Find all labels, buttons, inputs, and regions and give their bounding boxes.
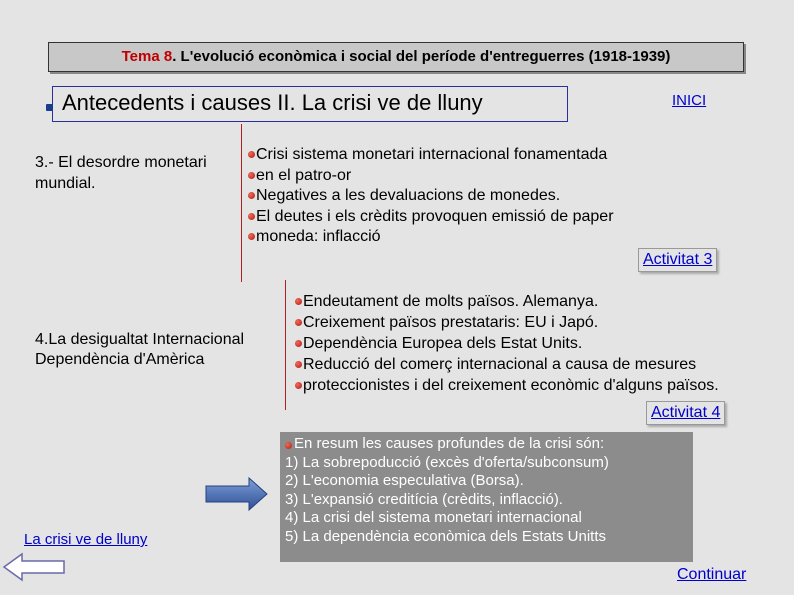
topic-title: . L'evolució econòmica i social del període d'entreguerres (1918-1939) bbox=[172, 48, 671, 65]
list-item-text: en el patro-or bbox=[256, 166, 352, 184]
activity3-link[interactable]: Activitat 3 bbox=[643, 251, 713, 268]
bullet-icon bbox=[295, 298, 302, 305]
bullet-icon bbox=[248, 151, 255, 158]
bullet-icon bbox=[295, 340, 302, 347]
list-item-text: proteccionistes i del creixement econòmic d'alguns països. bbox=[303, 377, 719, 394]
list-item-text: moneda: inflacció bbox=[256, 228, 381, 245]
list-item-text: Reducció del comerç internacional a causa de mesures bbox=[303, 356, 697, 373]
bullet-icon bbox=[248, 233, 255, 240]
bullet-icon bbox=[248, 192, 255, 199]
summary-item: 3) L'expansió creditícia (crèdits, inflacció). bbox=[285, 490, 563, 508]
activity4-box[interactable] bbox=[646, 401, 725, 425]
list-item-text: El deutes i els crèdits provoquen emissió de paper bbox=[256, 207, 614, 225]
activity4-link[interactable]: Activitat 4 bbox=[651, 404, 721, 421]
list-item-text: Negatives a les devaluacions de monedes. bbox=[256, 187, 561, 204]
bullet-icon bbox=[295, 361, 302, 368]
bullet-icon bbox=[248, 172, 255, 179]
bullet-icon bbox=[295, 382, 302, 389]
home-link[interactable]: INICI bbox=[672, 92, 707, 109]
summary-intro bbox=[285, 435, 609, 454]
summary-item: 4) La crisi del sistema monetari internacional bbox=[285, 509, 582, 526]
list-item-text: Crisi sistema monetari internacional fonamentada bbox=[256, 146, 608, 163]
list-item-text: Creixement països prestataris: EU i Japó. bbox=[303, 314, 599, 331]
section3-heading: 3.- El desordre monetari mundial. bbox=[35, 154, 207, 192]
bullet-icon bbox=[248, 213, 255, 220]
page-title-bar bbox=[48, 42, 744, 72]
section4-heading-line2: Dependència d'Amèrica bbox=[35, 351, 205, 368]
section-subtitle: Antecedents i causes II. La crisi ve de lluny bbox=[62, 90, 483, 115]
bullet-icon bbox=[285, 442, 292, 449]
list-item-text: Dependència Europea dels Estat Units. bbox=[303, 335, 583, 352]
list-item-text: Endeutament de molts països. Alemanya. bbox=[303, 293, 599, 310]
bullet-icon bbox=[46, 104, 53, 111]
activity3-box[interactable] bbox=[638, 248, 717, 272]
topic-number: Tema 8 bbox=[121, 48, 173, 65]
summary-item: 5) La dependència econòmica dels Estats Unitts bbox=[285, 527, 607, 545]
bullet-icon bbox=[295, 319, 302, 326]
back-arrow-icon[interactable] bbox=[2, 552, 66, 582]
section4-heading-line1: 4.La desigualtat Internacional bbox=[35, 331, 245, 348]
divider-line bbox=[241, 124, 242, 282]
right-arrow-icon bbox=[205, 476, 269, 512]
summary-item: 2) L'economia especulativa (Borsa). bbox=[285, 472, 524, 489]
divider-line bbox=[285, 280, 286, 410]
summary-intro-text: En resum les causes profundes de la crisi són: bbox=[294, 435, 605, 452]
continue-link[interactable]: Continuar bbox=[677, 566, 747, 583]
summary-box bbox=[280, 432, 693, 562]
summary-item: 1) La sobrepoducció (excès d'oferta/subconsum) bbox=[285, 453, 609, 471]
crisis-link[interactable]: La crisi ve de lluny bbox=[24, 531, 148, 548]
